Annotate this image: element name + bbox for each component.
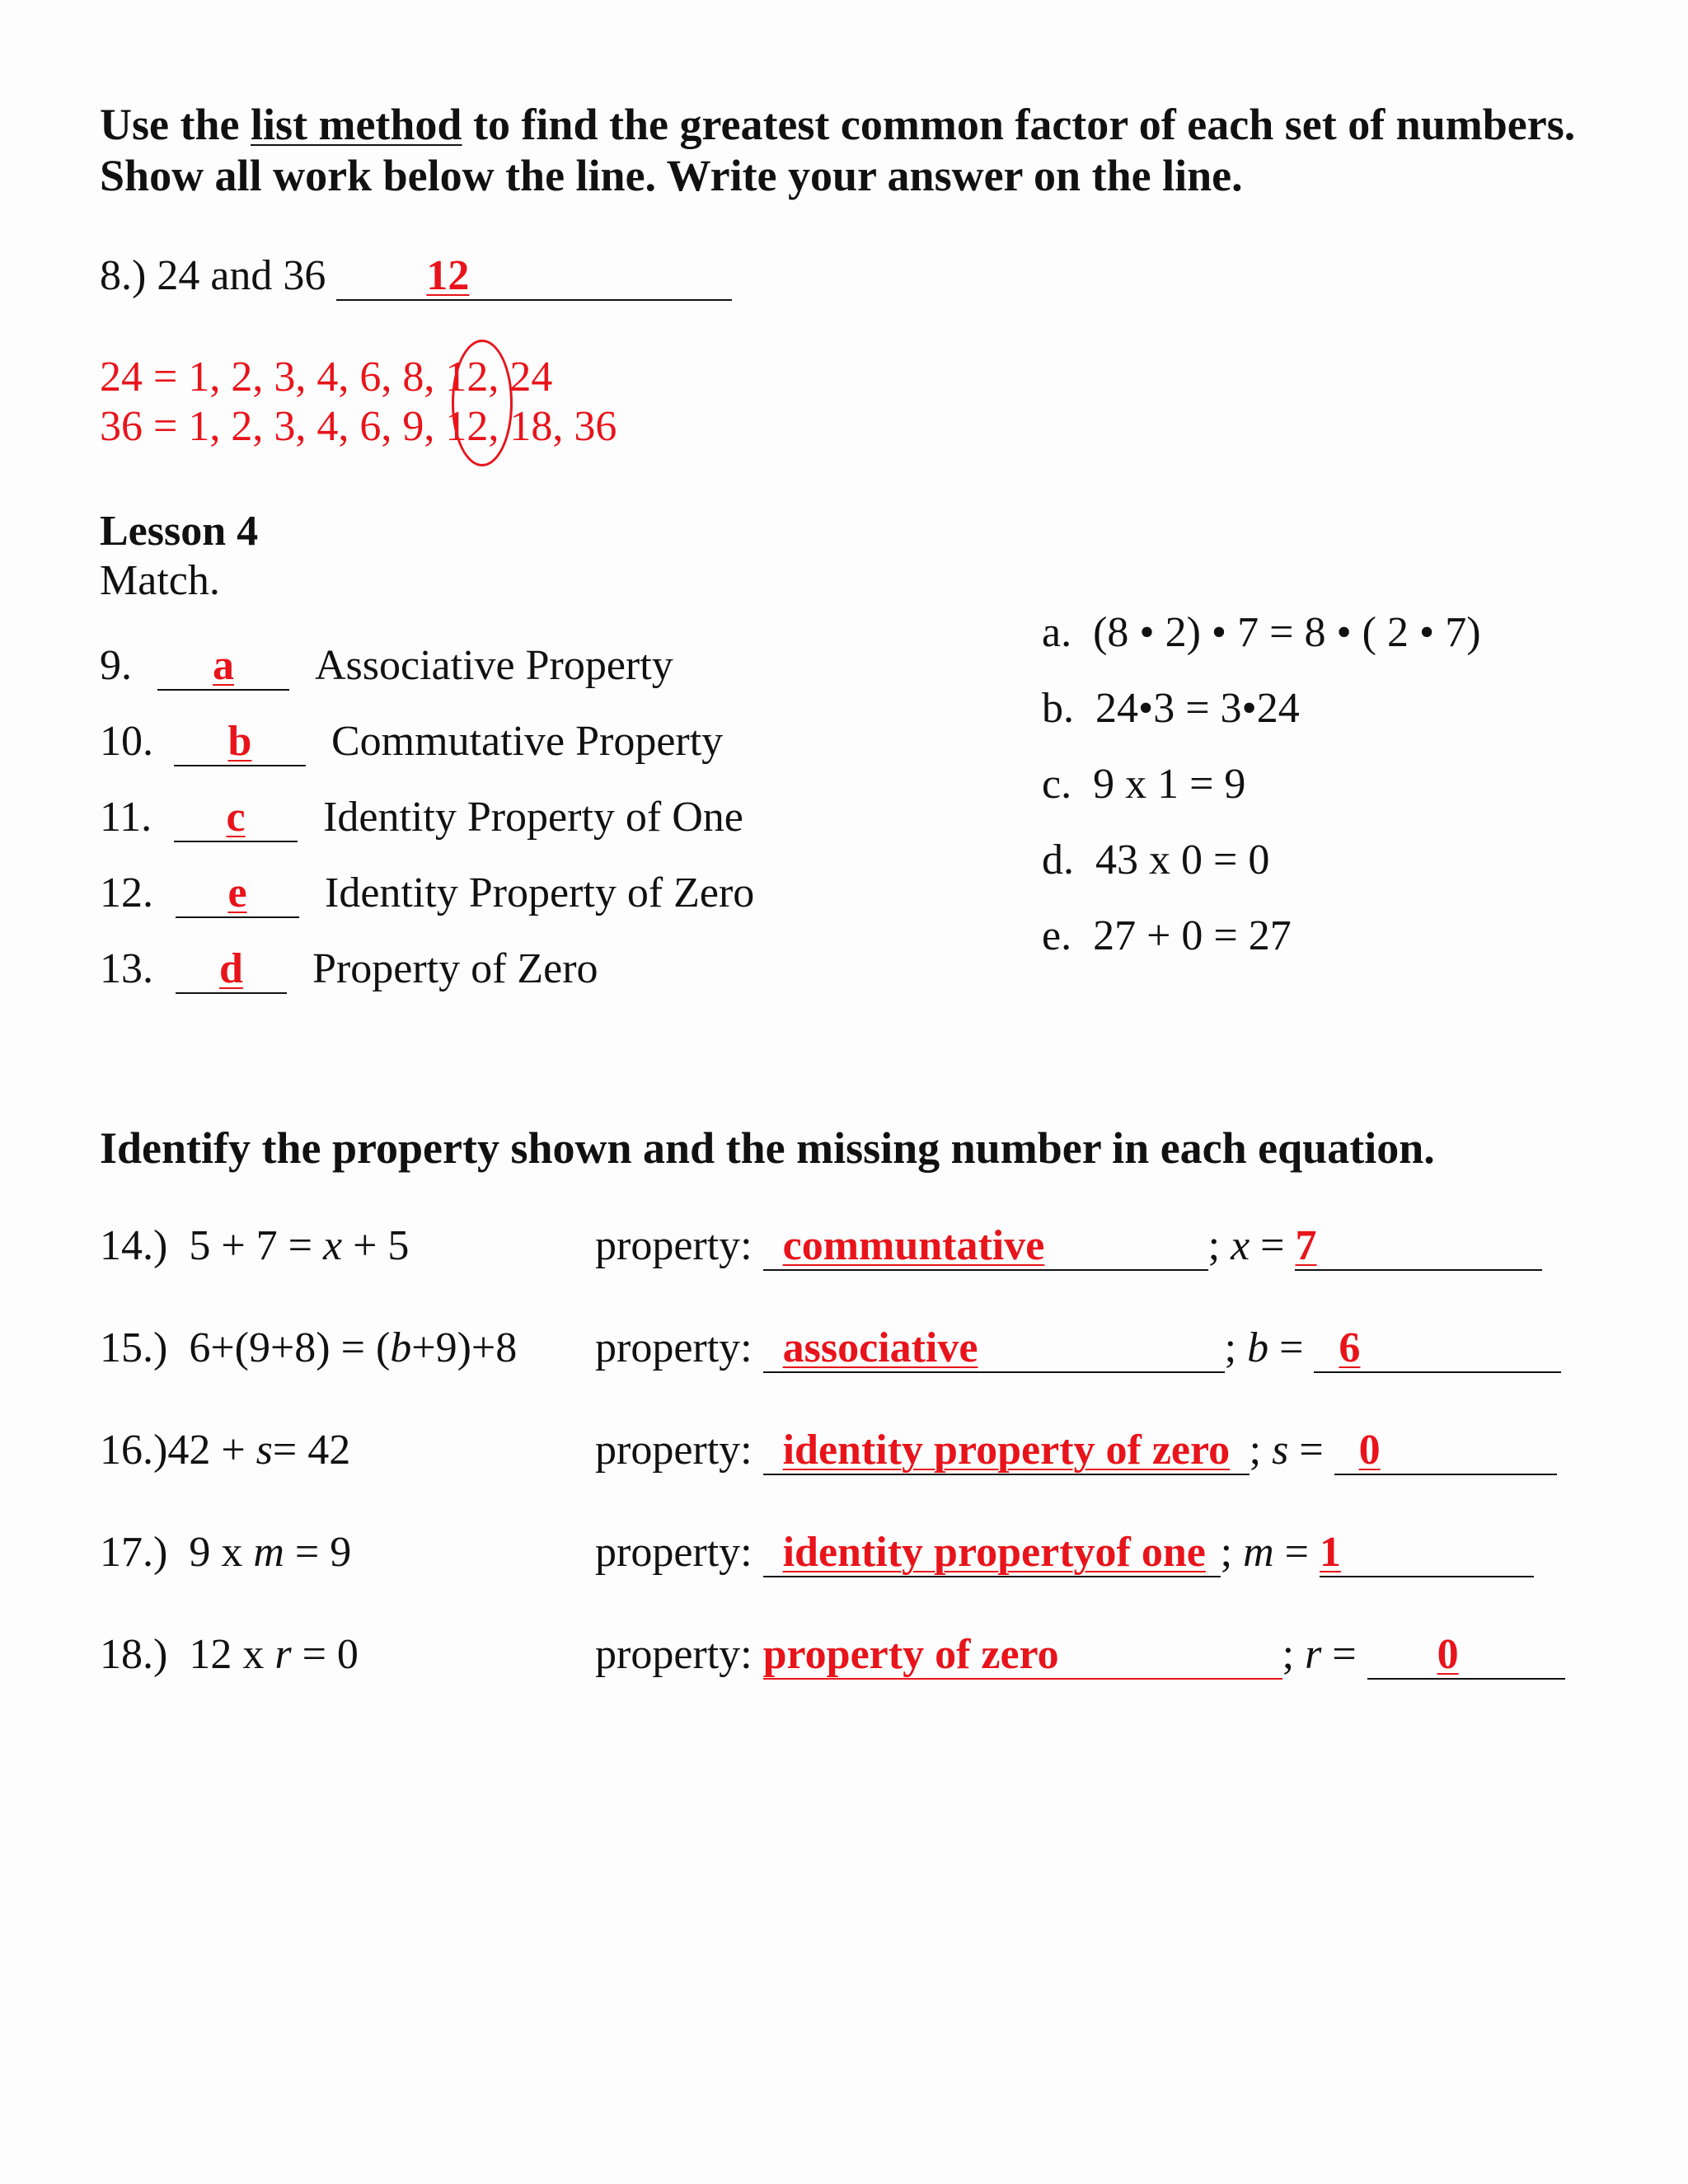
equation-part: 5 + 7 = [189,1222,323,1269]
equation-number: 17.) [100,1529,168,1576]
property-answer: associative [782,1324,978,1371]
answer-row-15: property: associative ; b = 6 [595,1324,1561,1373]
option-expression: (8 • 2) • 7 = 8 • ( 2 • 7) [1093,609,1481,656]
match-option-e [1042,912,1292,960]
variable-label: m [1243,1529,1274,1576]
option-letter: c. [1042,761,1072,808]
property-answer: identity propertyof one [782,1529,1206,1576]
option-expression: 27 + 0 = 27 [1093,912,1292,959]
match-property: Property of Zero [312,945,598,992]
equation-variable: x [322,1222,343,1269]
match-item-number: 10. [100,718,153,765]
match-answer: d [219,945,243,992]
value-answer: 1 [1319,1529,1341,1576]
question-8-answer-line [336,254,732,301]
question-8-answer: 12 [426,252,470,299]
property-answer: identity property of zero [782,1427,1231,1474]
equation-14 [100,1221,409,1270]
value-answer: 0 [1437,1631,1459,1678]
match-property: Associative Property [315,642,673,689]
answer-row-18: property: property of zero ; r = 0 [595,1630,1565,1680]
match-item-13 [100,944,598,994]
option-expression: 9 x 1 = 9 [1093,761,1246,808]
match-option-d [1042,836,1269,884]
equation-variable: s [256,1427,273,1474]
work-line-24: 24 = 1, 2, 3, 4, 6, 8, 12, 24 [100,354,553,401]
value-answer: 0 [1358,1427,1381,1474]
match-option-b [1042,684,1300,733]
match-item-number: 12. [100,869,153,916]
property-label: property: [595,1222,753,1269]
match-property: Identity Property of Zero [325,869,755,916]
match-answer-line [174,719,306,766]
option-letter: a. [1042,609,1072,656]
property-answer-line [763,1326,1225,1373]
property-label: property: [595,1427,753,1474]
match-item-number: 11. [100,794,152,841]
value-answer: 6 [1339,1324,1361,1371]
equation-part: 42 + [167,1427,256,1474]
property-answer: communtative [782,1222,1045,1269]
property-label: property: [595,1529,753,1576]
gcf-circle [452,340,513,466]
variable-label: x [1231,1222,1250,1269]
match-item-9 [100,641,673,691]
match-property: Commutative Property [331,718,724,765]
equation-16 [100,1426,350,1474]
lesson-subtitle: Match. [100,557,220,604]
work-line-36: 36 = 1, 2, 3, 4, 6, 9, 12, 18, 36 [100,403,617,450]
property-answer: property of zero [762,1631,1059,1678]
equation-part: = 9 [284,1529,352,1576]
answer-row-17: property: identity propertyof one ; m = 1 [595,1528,1534,1577]
variable-label: s [1272,1427,1289,1474]
equation-variable: r [274,1631,292,1678]
instructions-line-2: Show all work below the line. Write your answer on the line. [100,151,1243,200]
equation-part: + 5 [342,1222,410,1269]
property-answer-line [763,1530,1221,1577]
property-answer-line [763,1428,1250,1475]
equation-part: 6+(9+8) = ( [189,1324,391,1371]
property-answer-line [763,1224,1208,1271]
match-answer-line [157,644,289,691]
instructions-rest: to find the greatest common factor of each set of numbers. [462,100,1576,149]
match-answer-line [176,947,287,994]
answer-row-14: property: communtative ; x = 7 [595,1221,1542,1271]
equation-part: 12 x [189,1631,275,1678]
option-letter: d. [1042,837,1074,883]
value-answer: 7 [1295,1222,1317,1269]
option-expression: 24•3 = 3•24 [1095,685,1300,732]
equation-variable: m [253,1529,284,1576]
match-answer: c [226,794,246,841]
option-expression: 43 x 0 = 0 [1095,837,1270,883]
match-option-c [1042,760,1245,808]
equation-number: 15.) [100,1324,168,1371]
value-answer-line [1367,1633,1565,1680]
match-item-number: 13. [100,945,153,992]
match-answer-line [176,871,299,918]
option-letter: b. [1042,685,1074,732]
lesson-title: Lesson 4 [100,508,259,555]
answer-row-16: property: identity property of zero ; s = 0 [595,1426,1557,1475]
equation-part: = 42 [272,1427,351,1474]
option-letter: e. [1042,912,1072,959]
match-item-number: 9. [100,642,132,689]
equation-part: 9 x [189,1529,254,1576]
value-answer-line [1314,1326,1561,1373]
match-item-11 [100,793,743,842]
equation-variable: b [390,1324,412,1371]
variable-label: b [1247,1324,1269,1371]
list-method-text: list method [250,100,462,149]
equation-part: = 0 [291,1631,359,1678]
match-item-12 [100,869,754,918]
match-answer: e [227,869,247,916]
value-answer-line [1334,1428,1557,1475]
instructions-prefix: Use the [100,100,251,149]
match-answer: a [213,642,234,689]
property-label: property: [595,1324,753,1371]
question-8 [100,251,732,301]
match-option-a [1042,608,1481,657]
property-answer-line [763,1633,1282,1680]
equation-18 [100,1630,359,1679]
value-answer-line [1295,1224,1542,1271]
match-answer: b [227,718,252,765]
equation-number: 14.) [100,1222,168,1269]
property-label: property: [595,1631,753,1678]
equation-15 [100,1324,517,1372]
instructions-line-1 [100,99,1575,150]
equation-part: +9)+8 [411,1324,518,1371]
match-answer-line [174,795,298,842]
match-item-10 [100,717,723,766]
match-property: Identity Property of One [323,794,743,841]
variable-label: r [1305,1631,1322,1678]
equation-number: 16.) [100,1427,168,1474]
identify-heading: Identify the property shown and the missing number in each equation. [100,1123,1435,1173]
equation-17 [100,1528,351,1577]
value-answer-line [1320,1530,1534,1577]
equation-number: 18.) [100,1631,168,1678]
question-8-label: 8.) 24 and 36 [100,252,326,299]
